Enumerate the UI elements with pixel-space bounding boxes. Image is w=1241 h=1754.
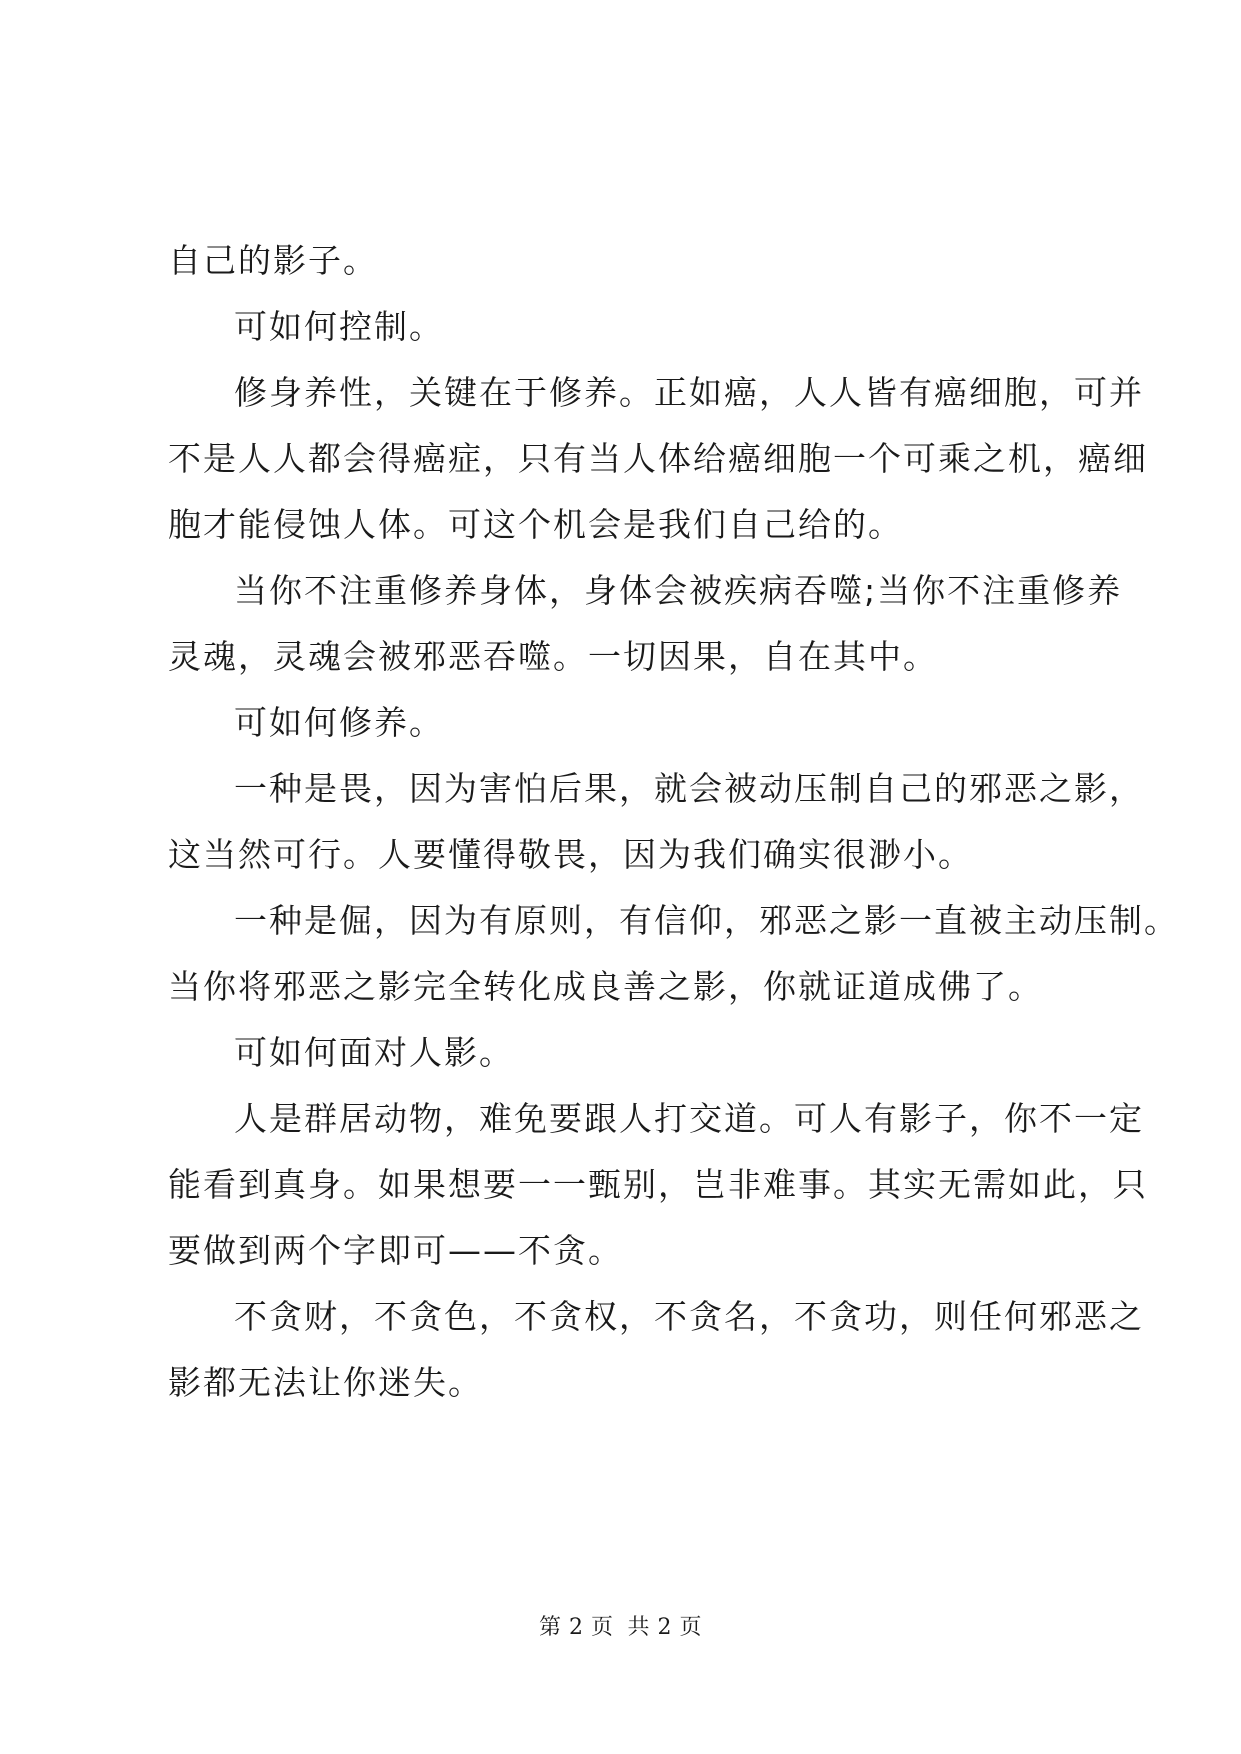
text-line: 当你不注重修养身体，身体会被疾病吞噬;当你不注重修养 xyxy=(234,571,1123,610)
page-number: 第 2 页 xyxy=(539,1615,614,1640)
text-line: 当你将邪恶之影完全转化成良善之影，你就证道成佛了。 xyxy=(168,967,1043,1006)
text-line: 一种是倔，因为有原则，有信仰，邪恶之影一直被主动压制。 xyxy=(234,901,1179,940)
text-line: 一种是畏，因为害怕后果，就会被动压制自己的邪恶之影， xyxy=(234,769,1144,808)
page-total: 共 2 页 xyxy=(627,1615,702,1640)
text-line: 可如何控制。 xyxy=(234,307,444,346)
text-line: 不是人人都会得癌症，只有当人体给癌细胞一个可乘之机，癌细 xyxy=(168,439,1148,478)
document-body xyxy=(168,228,1179,1416)
text-line: 能看到真身。如果想要一一甄别，岂非难事。其实无需如此，只 xyxy=(168,1165,1148,1204)
text-line: 影都无法让你迷失。 xyxy=(168,1363,483,1402)
text-line: 要做到两个字即可——不贪。 xyxy=(168,1231,623,1270)
text-line: 胞才能侵蚀人体。可这个机会是我们自己给的。 xyxy=(168,505,903,544)
page-footer xyxy=(0,1610,1241,1641)
text-line: 人是群居动物，难免要跟人打交道。可人有影子，你不一定 xyxy=(234,1099,1144,1138)
text-line: 自己的影子。 xyxy=(168,241,378,280)
text-line: 不贪财，不贪色，不贪权，不贪名，不贪功，则任何邪恶之 xyxy=(234,1297,1144,1336)
text-line: 灵魂，灵魂会被邪恶吞噬。一切因果，自在其中。 xyxy=(168,637,938,676)
text-line: 修身养性，关键在于修养。正如癌，人人皆有癌细胞，可并 xyxy=(234,373,1144,412)
text-line: 可如何修养。 xyxy=(234,703,444,742)
text-line: 这当然可行。人要懂得敬畏，因为我们确实很渺小。 xyxy=(168,835,973,874)
text-line: 可如何面对人影。 xyxy=(234,1033,514,1072)
